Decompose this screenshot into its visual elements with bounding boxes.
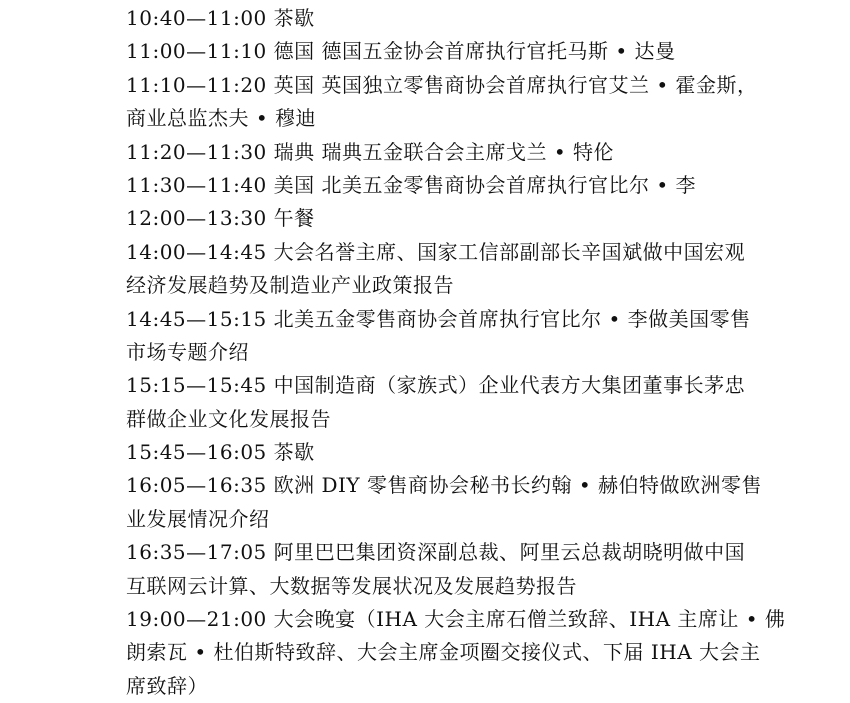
- schedule-line: 群做企业文化发展报告: [126, 406, 331, 431]
- schedule-line: 10:40—11:00 茶歇: [126, 6, 315, 30]
- schedule-line: 商业总监杰夫 • 穆迪: [126, 106, 317, 131]
- schedule-line: 11:20—11:30 瑞典 瑞典五金联合会主席戈兰 • 特伦: [126, 139, 614, 164]
- schedule-line: 11:30—11:40 美国 北美五金零售商协会首席执行官比尔 • 李: [126, 172, 696, 197]
- schedule-line: 业发展情况介绍: [126, 506, 270, 531]
- schedule-document: [126, 2, 786, 703]
- schedule-line: 14:45—15:15 北美五金零售商协会首席执行官比尔 • 李做美国零售: [126, 306, 751, 331]
- schedule-line: 席致辞）: [126, 673, 208, 698]
- schedule-line: 互联网云计算、大数据等发展状况及发展趋势报告: [126, 573, 577, 598]
- schedule-line: 15:45—16:05 茶歇: [126, 440, 315, 465]
- schedule-line: 16:05—16:35 欧洲 DIY 零售商协会秘书长约翰 • 赫伯特做欧洲零售: [126, 473, 762, 498]
- schedule-line: 经济发展趋势及制造业产业政策报告: [126, 273, 454, 298]
- schedule-line: 16:35—17:05 阿里巴巴集团资深副总裁、阿里云总裁胡晓明做中国: [126, 540, 746, 565]
- schedule-line: 14:00—14:45 大会名誉主席、国家工信部副部长辛国斌做中国宏观: [126, 239, 746, 264]
- schedule-line: 12:00—13:30 午餐: [126, 206, 315, 231]
- schedule-line: 市场专题介绍: [126, 339, 249, 364]
- schedule-line: 19:00—21:00 大会晚宴（IHA 大会主席石僧兰致辞、IHA 主席让 • 佛: [126, 607, 786, 632]
- schedule-line: 11:10—11:20 英国 英国独立零售商协会首席执行官艾兰 • 霍金斯，: [126, 72, 758, 97]
- schedule-line: 15:15—15:45 中国制造商（家族式）企业代表方大集团董事长茅忠: [126, 373, 746, 398]
- schedule-line: 11:00—11:10 德国 德国五金协会首席执行官托马斯 • 达曼: [126, 39, 676, 64]
- schedule-line: 朗索瓦 • 杜伯斯特致辞、大会主席金项圈交接仪式、下届 IHA 大会主: [126, 640, 761, 665]
